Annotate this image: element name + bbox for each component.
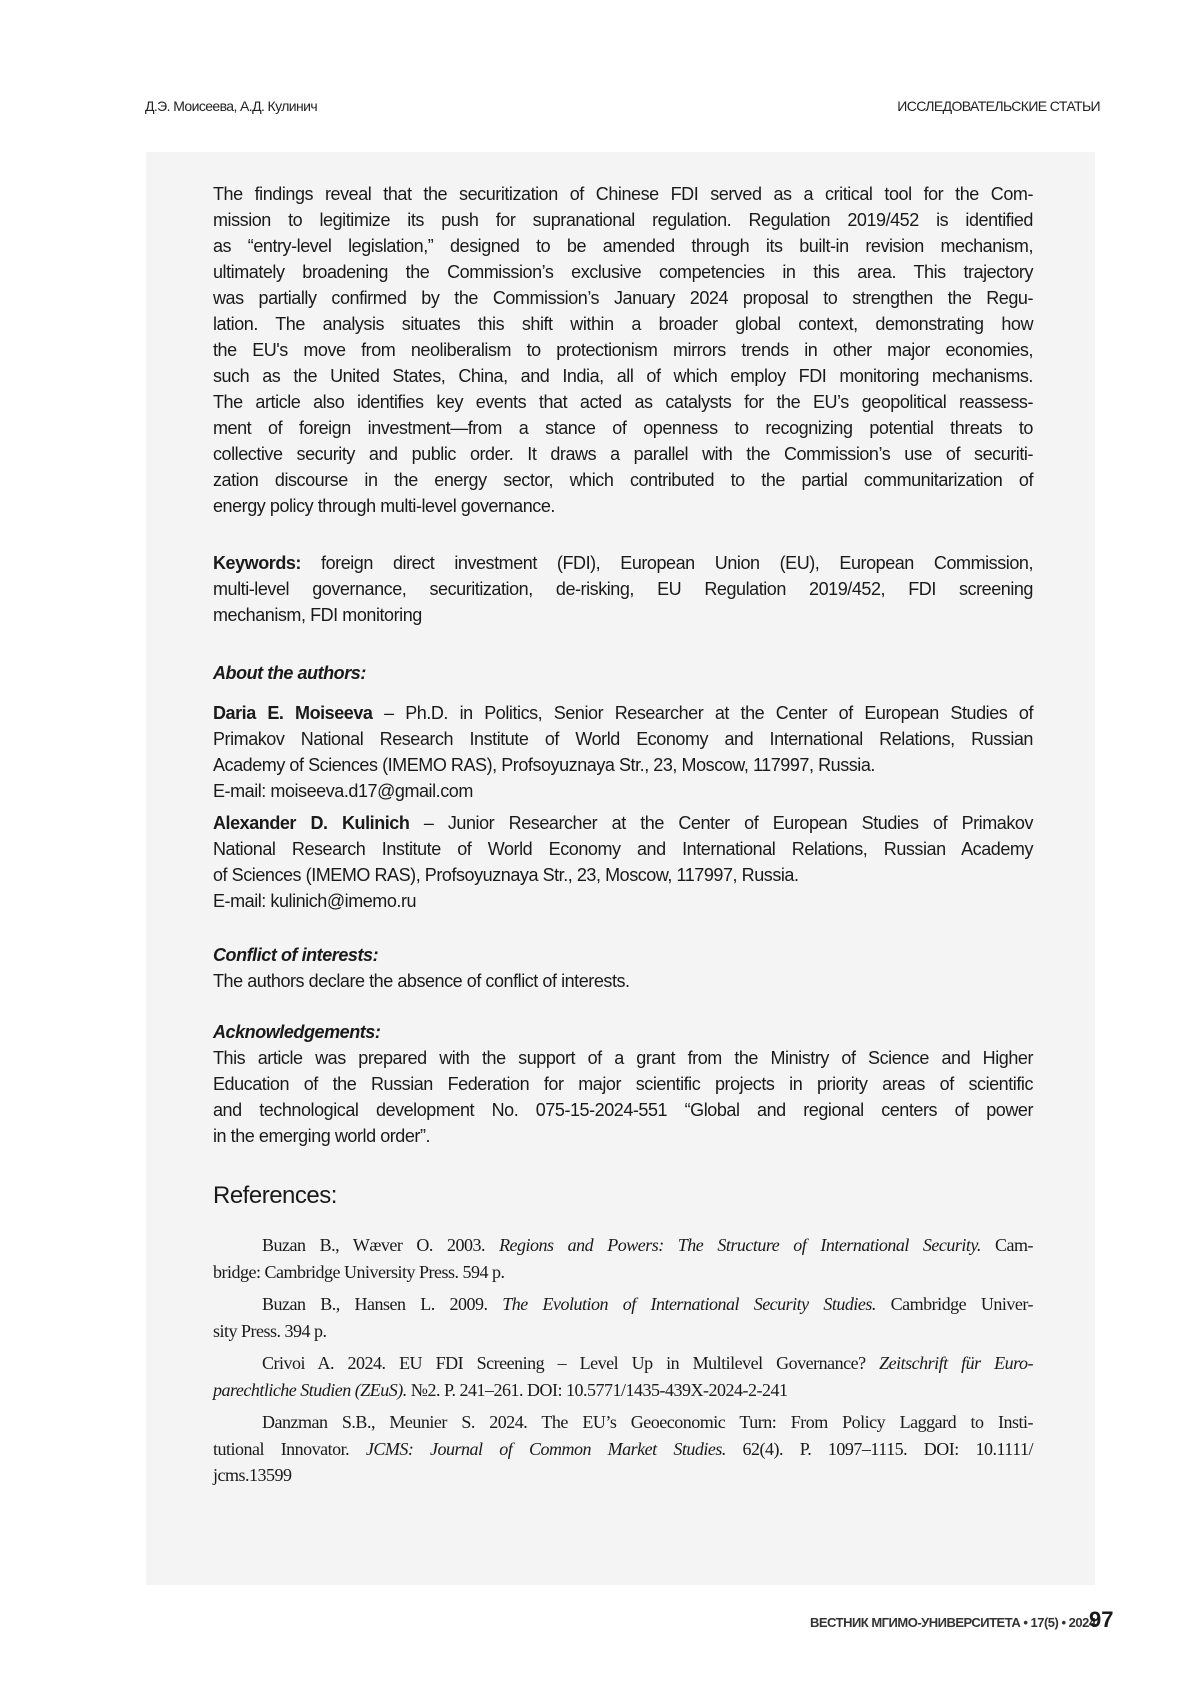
author1-line: Primakov National Research Institute of World Economy and International Relations, Russian [213,726,1033,752]
conflict-text: The authors declare the absence of conflict of interests. [213,968,1033,994]
abstract-line: was partially confirmed by the Commission’s January 2024 proposal to strengthen the Regu- [213,285,1033,311]
references-list [213,1232,1033,1489]
abstract-line: lation. The analysis situates this shift within a broader global context, demonstrating how [213,311,1033,337]
abstract-line: as “entry-level legislation,” designed to be amended through its built-in revision mechanism, [213,233,1033,259]
abstract-text [213,181,1033,519]
author1-line: Academy of Sciences (IMEMO RAS), Profsoyuznaya Str., 23, Moscow, 117997, Russia. [213,752,1033,778]
keywords-line: multi-level governance, securitization, de-risking, EU Regulation 2019/452, FDI screening [213,576,1033,602]
author2-line: of Sciences (IMEMO RAS), Profsoyuznaya Str., 23, Moscow, 117997, Russia. [213,862,1033,888]
abstract-line: collective security and public order. It draws a parallel with the Commission’s use of securiti- [213,441,1033,467]
about-authors [213,660,1033,914]
ack-heading: Acknowledgements: [213,1019,1033,1045]
abstract-line: The article also identifies key events that acted as catalysts for the EU’s geopolitical reassess- [213,389,1033,415]
page-number: 97 [1089,1607,1113,1633]
abstract-line: ultimately broadening the Commission’s exclusive competencies in this area. This trajectory [213,259,1033,285]
about-heading: About the authors: [213,660,1033,686]
abstract-line: zation discourse in the energy sector, which contributed to the partial communitarization of [213,467,1033,493]
author1-line: – Ph.D. in Politics, Senior Researcher at the Center of European Studies of [373,703,1034,723]
author2-email[interactable]: E-mail: kulinich@imemo.ru [213,888,1033,914]
conflict-of-interests [213,942,1033,994]
abstract-line: ment of foreign investment—from a stance of openness to recognizing potential threats to [213,415,1033,441]
author1-email[interactable]: E-mail: moiseeva.d17@gmail.com [213,778,1033,804]
author2-line: National Research Institute of World Economy and International Relations, Russian Academy [213,836,1033,862]
abstract-line: energy policy through multi-level governance. [213,493,1033,519]
acknowledgements [213,1019,1033,1149]
ack-line: Education of the Russian Federation for major scientific projects in priority areas of scientific [213,1071,1033,1097]
reference-item: Buzan B., Wæver O. 2003. Regions and Powers: The Structure of International Security. Cam- bridge: Cambridge University Press. 594 p. [213,1232,1033,1285]
conflict-heading: Conflict of interests: [213,942,1033,968]
keywords-line: foreign direct investment (FDI), European Union (EU), European Commission, [301,553,1033,573]
references-heading: References: [213,1182,337,1210]
reference-item: Buzan B., Hansen L. 2009. The Evolution of International Security Studies. Cambridge Univer- sity Press. 394 p. [213,1291,1033,1344]
author2-name: Alexander D. Kulinich [213,813,409,833]
author1-name: Daria E. Moiseeva [213,703,373,723]
running-header-authors: Д.Э. Моисеева, А.Д. Кулинич [145,98,317,114]
ack-line: and technological development No. 075-15-2024-551 “Global and regional centers of power [213,1097,1033,1123]
reference-item: Crivoi A. 2024. EU FDI Screening – Level Up in Multilevel Governance? Zeitschrift für Euro- parechtliche Studien (ZEuS). №2. P. 241–261. DOI: 10.5771/1435-439X-2024-2-241 [213,1350,1033,1403]
abstract-line: mission to legitimize its push for supranational regulation. Regulation 2019/452 is identified [213,207,1033,233]
abstract-line: The findings reveal that the securitization of Chinese FDI served as a critical tool for the Com- [213,181,1033,207]
keywords-line: mechanism, FDI monitoring [213,602,1033,628]
running-header-section: ИССЛЕДОВАТЕЛЬСКИЕ СТАТЬИ [897,98,1100,114]
keywords-label: Keywords: [213,553,301,573]
reference-item: Danzman S.B., Meunier S. 2024. The EU’s Geoeconomic Turn: From Policy Laggard to Insti- tutional Innovator. JCMS: Journal of Common Market Studies. 62(4). P. 1097–1115. DOI: 10.1111/ jcms.13599 [213,1409,1033,1489]
author2-line: – Junior Researcher at the Center of European Studies of Primakov [409,813,1033,833]
keywords [213,550,1033,628]
footer-journal: ВЕСТНИК МГИМО-УНИВЕРСИТЕТА • 17(5) • 2024 [810,1615,1096,1630]
abstract-line: the EU's move from neoliberalism to protectionism mirrors trends in other major economies, [213,337,1033,363]
ack-line: in the emerging world order”. [213,1123,1033,1149]
abstract-line: such as the United States, China, and India, all of which employ FDI monitoring mechanisms. [213,363,1033,389]
ack-line: This article was prepared with the support of a grant from the Ministry of Science and Higher [213,1045,1033,1071]
